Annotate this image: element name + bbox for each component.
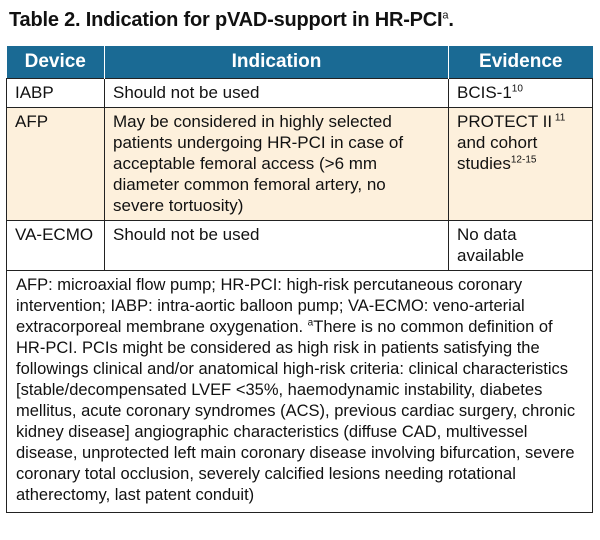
evidence-cell: No data available [449, 221, 593, 271]
evidence-reference: 10 [511, 83, 523, 95]
footnote-row [7, 271, 593, 513]
table-row [7, 221, 593, 271]
indication-table [6, 46, 593, 513]
evidence-cell [449, 79, 593, 108]
footnote-abbreviations: AFP: microaxial flow pump; HR-PCI: high-risk percutaneous coronary intervention; IABP: intra-aortic balloon pump; VA-ECMO: veno-arterial extracorporeal membrane oxygenation. [16, 276, 525, 336]
table-row [7, 108, 593, 221]
title-period: . [448, 9, 454, 31]
table-title-text: Table 2. Indication for pVAD-support in HR-PCI [9, 9, 443, 31]
evidence-extra-reference: 12-15 [510, 154, 537, 166]
indication-cell: May be considered in highly selected patients undergoing HR-PCI in case of acceptable femoral access (>6 mm diameter common femoral artery, no severe tortuosity) [105, 108, 449, 221]
evidence-text: PROTECT II [457, 112, 553, 131]
table-footnote [7, 271, 593, 513]
evidence-text: BCIS-1 [457, 83, 512, 102]
table-title [9, 9, 454, 32]
title-footnote-marker: a [442, 9, 449, 22]
header-row [7, 46, 593, 79]
header-indication: Indication [105, 46, 449, 79]
evidence-reference: 11 [552, 112, 566, 124]
evidence-extra-text: and cohort studies [457, 133, 538, 173]
device-cell: VA-ECMO [7, 221, 105, 271]
device-cell: IABP [7, 79, 105, 108]
header-evidence: Evidence [449, 46, 593, 79]
footnote-marker: a [307, 317, 314, 329]
indication-cell: Should not be used [105, 221, 449, 271]
table-row [7, 79, 593, 108]
header-device: Device [7, 46, 105, 79]
evidence-cell [449, 108, 593, 221]
device-cell: AFP [7, 108, 105, 221]
indication-cell: Should not be used [105, 79, 449, 108]
footnote-definition: There is no common definition of HR-PCI. PCIs might be considered as high risk in patients satisfying the followings clinical and/or anatomical high-risk criteria: clinical characteristics [stable/decompensated LVEF <35%, haemodynamic instability, diabetes mellitus, acute coronary syndromes (ACS), previous cardiac surgery, chronic kidney disease] angiographic characteristics (diffuse CAD, multivessel disease, unprotected left main coronary disease involving bifurcation, severe coronary total occlusion, severely calcified lesions needing rotational atherectomy, last patent conduit) [16, 318, 576, 504]
